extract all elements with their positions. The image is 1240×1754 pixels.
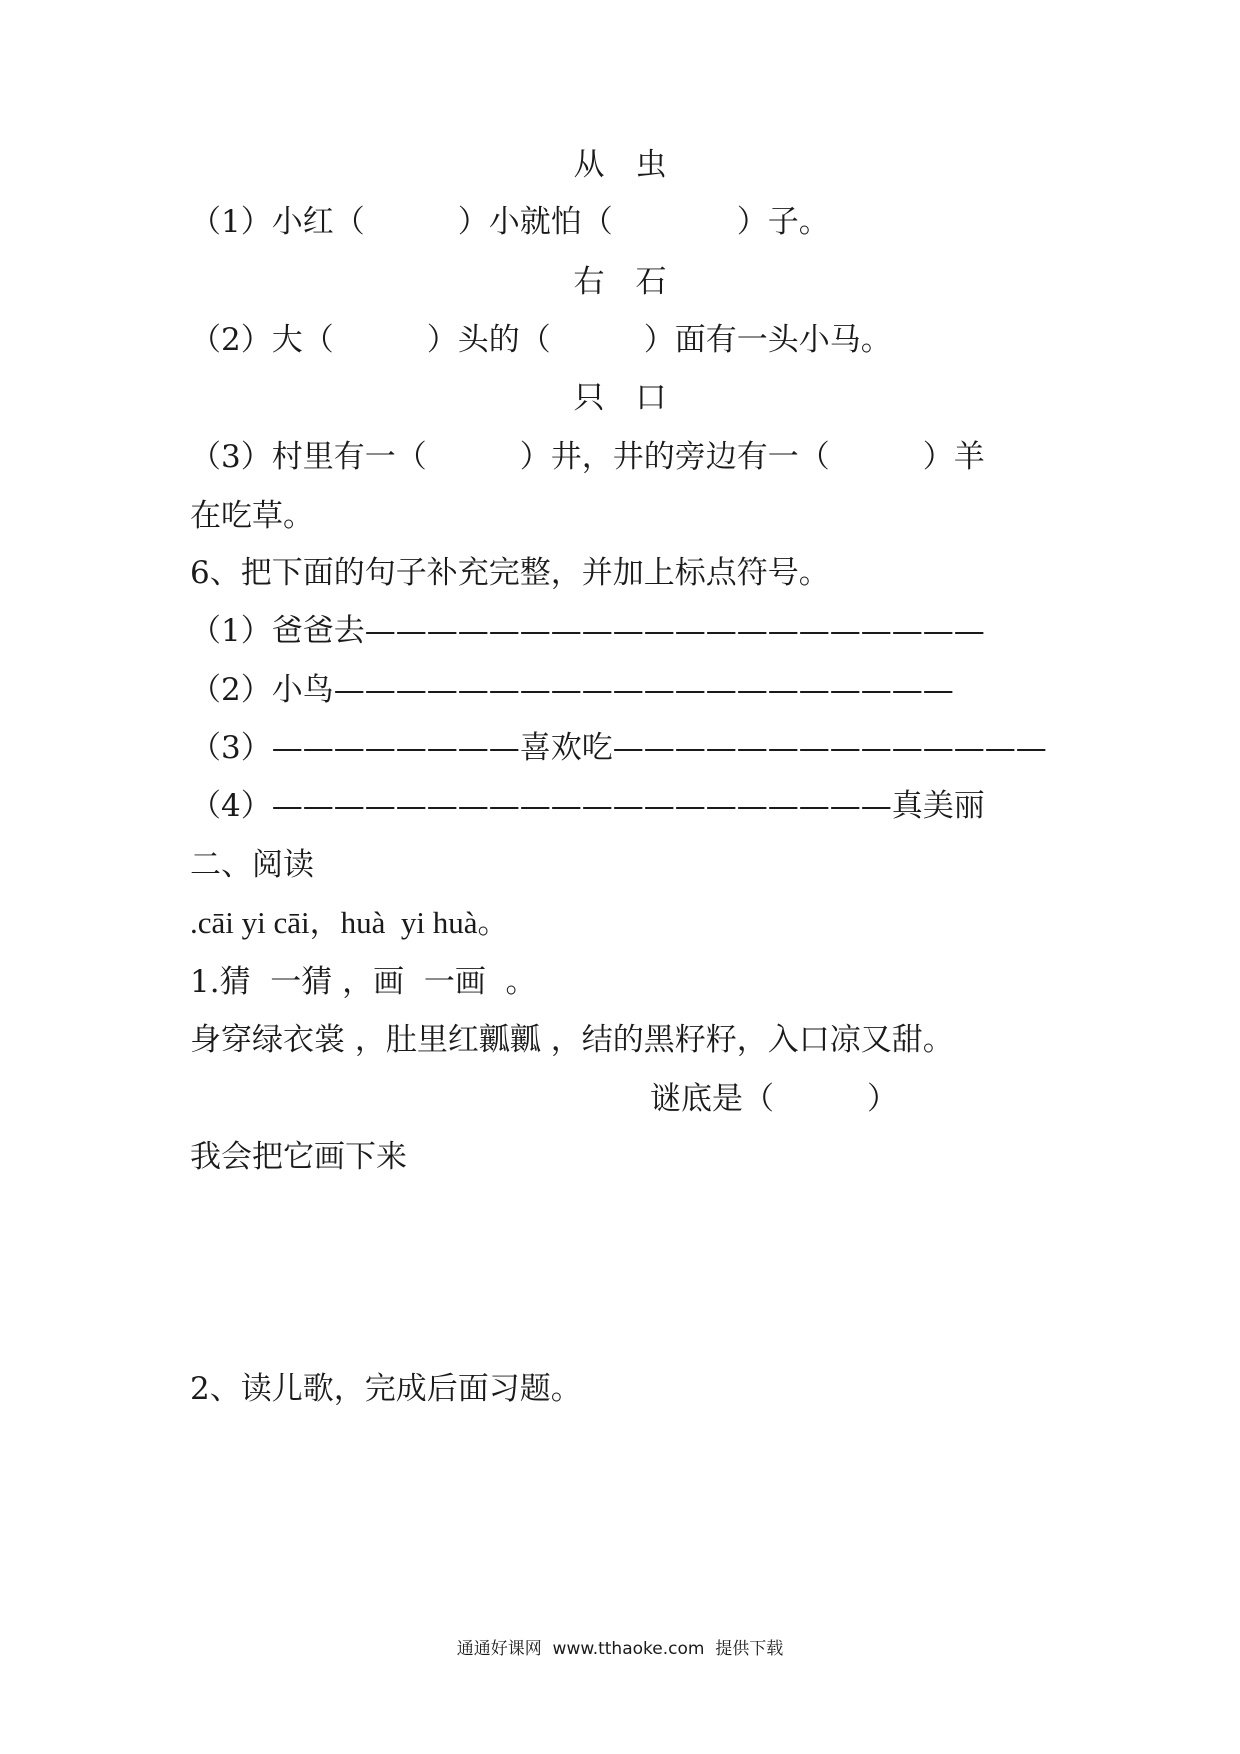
sentence-item-2: （2）小鸟———————————————————— xyxy=(190,672,954,708)
riddle-answer: 谜底是（ ） xyxy=(650,1081,898,1117)
sentence-item-4: （4）————————————————————真美丽 xyxy=(190,788,985,824)
question-2-title: 2、读儿歌，完成后面习题。 xyxy=(190,1371,582,1407)
fill-sentence-1: （1）小红（ ）小就怕（ ）子。 xyxy=(190,204,830,240)
word-pair-1: 从 虫 xyxy=(573,147,667,183)
word-pair-2: 右 石 xyxy=(573,264,667,300)
word-pair-3: 只 口 xyxy=(573,380,667,416)
question-6-title: 6、把下面的句子补充完整，并加上标点符号。 xyxy=(190,555,830,591)
sentence-item-3: （3）————————喜欢吃—————————————— xyxy=(190,730,1047,766)
pinyin-line: .cāi yi cāi，huà yi huà。 xyxy=(190,905,509,940)
page-footer: 通通好课网 www.tthaoke.com 提供下载 xyxy=(456,1639,784,1659)
question-1-title: 1.猜 一猜 ，画 一画 。 xyxy=(190,964,537,1000)
riddle-text: 身穿绿衣裳 ，肚里红瓤瓤 ，结的黑籽籽，入口凉又甜。 xyxy=(190,1022,954,1058)
fill-sentence-2: （2）大（ ）头的（ ）面有一头小马。 xyxy=(190,322,892,358)
sentence-item-1: （1）爸爸去———————————————————— xyxy=(190,613,985,649)
fill-sentence-3: （3）村里有一（ ）井，井的旁边有一（ ）羊 xyxy=(190,439,985,475)
fill-sentence-3-cont: 在吃草。 xyxy=(190,498,314,534)
reading-heading: 二、阅读 xyxy=(190,847,314,883)
draw-instruction: 我会把它画下来 xyxy=(190,1139,407,1175)
